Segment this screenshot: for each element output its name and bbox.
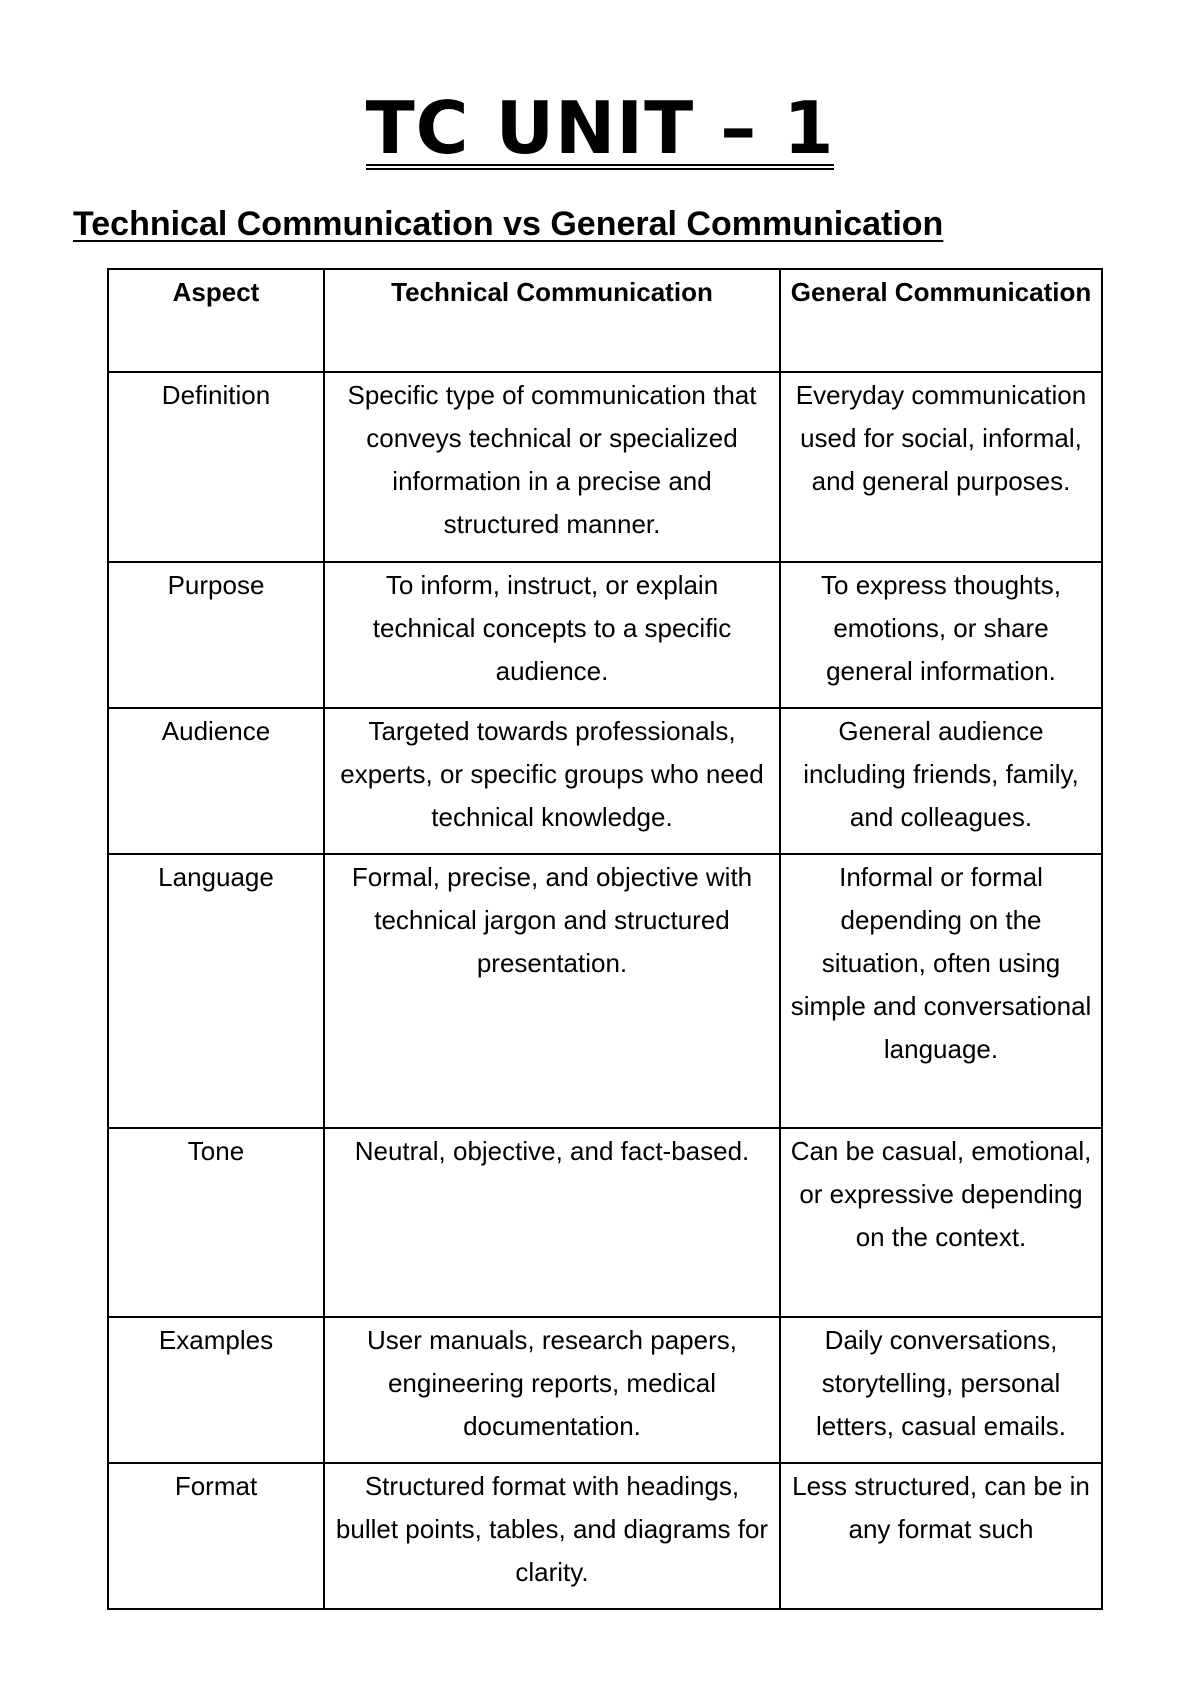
header-aspect: Aspect [108, 269, 324, 372]
general-cell: General audience including friends, family, and colleagues. [780, 708, 1102, 854]
aspect-cell: Purpose [108, 562, 324, 708]
page-title [0, 88, 1200, 170]
general-cell: To express thoughts, emotions, or share general information. [780, 562, 1102, 708]
table-row [108, 1317, 1102, 1463]
general-cell: Less structured, can be in any format such [780, 1463, 1102, 1609]
general-cell: Daily conversations, storytelling, personal letters, casual emails. [780, 1317, 1102, 1463]
technical-cell: Targeted towards professionals, experts, or specific groups who need technical knowledge. [324, 708, 780, 854]
table-row [108, 1128, 1102, 1317]
general-cell: Can be casual, emotional, or expressive depending on the context. [780, 1128, 1102, 1317]
table-row [108, 562, 1102, 708]
technical-cell: Neutral, objective, and fact-based. [324, 1128, 780, 1317]
aspect-cell: Audience [108, 708, 324, 854]
aspect-cell: Examples [108, 1317, 324, 1463]
table-row [108, 854, 1102, 1128]
technical-cell: User manuals, research papers, engineering reports, medical documentation. [324, 1317, 780, 1463]
technical-cell: Specific type of communication that conveys technical or specialized information in a precise and structured manner. [324, 372, 780, 562]
aspect-cell: Language [108, 854, 324, 1128]
aspect-cell: Definition [108, 372, 324, 562]
aspect-cell: Tone [108, 1128, 324, 1317]
general-cell: Everyday communication used for social, informal, and general purposes. [780, 372, 1102, 562]
table-header-row [108, 269, 1102, 372]
header-technical: Technical Communication [324, 269, 780, 372]
table-row [108, 1463, 1102, 1609]
technical-cell: Formal, precise, and objective with technical jargon and structured presentation. [324, 854, 780, 1128]
general-cell: Informal or formal depending on the situation, often using simple and conversational language. [780, 854, 1102, 1128]
page-title-text: TC UNIT – 1 [365, 86, 835, 170]
aspect-cell: Format [108, 1463, 324, 1609]
technical-cell: Structured format with headings, bullet points, tables, and diagrams for clarity. [324, 1463, 780, 1609]
table-row [108, 708, 1102, 854]
table-row [108, 372, 1102, 562]
header-general: General Communication [780, 269, 1102, 372]
technical-cell: To inform, instruct, or explain technical concepts to a specific audience. [324, 562, 780, 708]
comparison-table [107, 268, 1103, 1610]
section-heading: Technical Communication vs General Communication [73, 205, 944, 243]
